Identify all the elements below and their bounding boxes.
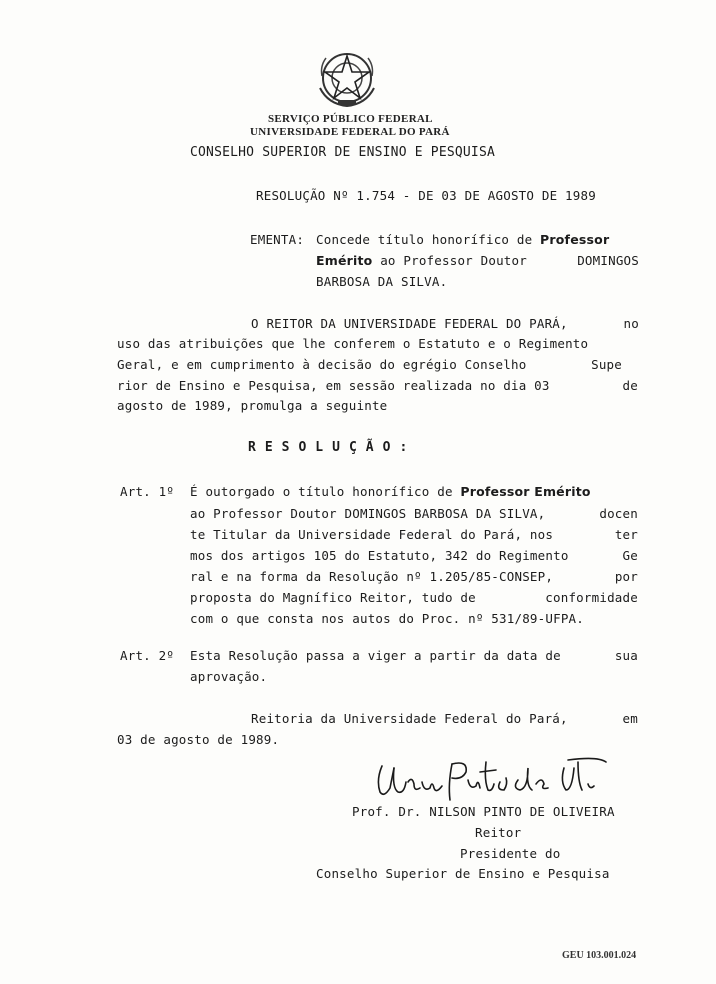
preamble-line-4: rior de Ensino e Pesquisa, em sessão realizada no dia 03 de bbox=[117, 378, 638, 393]
header-council-line: CONSELHO SUPERIOR DE ENSINO E PESQUISA bbox=[190, 145, 496, 160]
preamble-line-2: uso das atribuições que lhe conferem o Estatuto e o Regimento bbox=[117, 336, 589, 351]
art1-label: Art. 1º bbox=[120, 484, 175, 499]
art1-line-2: ao Professor Doutor DOMINGOS BARBOSA DA SILVA, docen bbox=[190, 506, 638, 521]
signatory-name: Prof. Dr. NILSON PINTO DE OLIVEIRA bbox=[352, 804, 615, 819]
ementa-line-1 bbox=[316, 232, 609, 247]
art1-line-5: ral e na forma da Resolução nº 1.205/85-CONSEP, por bbox=[190, 569, 638, 584]
art2-line-1: Esta Resolução passa a viger a partir da data de sua bbox=[190, 648, 638, 663]
handwritten-signature bbox=[368, 754, 612, 806]
closing-line-1: Reitoria da Universidade Federal do Pará, em bbox=[251, 711, 638, 726]
signatory-title-council: Conselho Superior de Ensino e Pesquisa bbox=[316, 866, 610, 881]
art1-line-6: proposta do Magnífico Reitor, tudo de conformidade bbox=[190, 590, 638, 605]
ementa-line-2 bbox=[316, 253, 639, 268]
resolve-heading: RESOLUÇÃO: bbox=[248, 440, 417, 455]
ementa-line-2-bold: Emérito bbox=[316, 253, 373, 268]
preamble-line-3: Geral, e em cumprimento à decisão do egrégio Conselho Supe bbox=[117, 357, 622, 372]
resolution-number: RESOLUÇÃO Nº 1.754 - DE 03 DE AGOSTO DE 1989 bbox=[256, 188, 596, 203]
ementa-line-2-text: ao Professor Doutor bbox=[372, 253, 527, 268]
art1-title-bold: Professor Emérito bbox=[460, 484, 591, 499]
header-university-line: UNIVERSIDADE FEDERAL DO PARÁ bbox=[250, 126, 450, 138]
preamble-line-1: O REITOR DA UNIVERSIDADE FEDERAL DO PARÁ, no bbox=[251, 316, 639, 331]
art1-line-1: É outorgado o título honorífico de Professor Emérito bbox=[190, 484, 591, 499]
ementa-line-2-end: DOMINGOS bbox=[577, 253, 639, 268]
art1-line-4: mos dos artigos 105 do Estatuto, 342 do Regimento Ge bbox=[190, 548, 638, 563]
art1-line-3: te Titular da Universidade Federal do Pará, nos ter bbox=[190, 527, 638, 542]
signatory-title-president: Presidente do bbox=[460, 846, 561, 861]
art2-label: Art. 2º bbox=[120, 648, 175, 663]
ementa-line-3: BARBOSA DA SILVA. bbox=[316, 274, 448, 289]
ementa-line-1-text: Concede título honorífico de bbox=[316, 232, 541, 247]
ementa-line-1-bold: Professor bbox=[540, 232, 610, 247]
art2-line-2: aprovação. bbox=[190, 669, 268, 684]
form-code: GEU 103.001.024 bbox=[562, 950, 637, 961]
preamble-line-5: agosto de 1989, promulga a seguinte bbox=[117, 398, 388, 413]
art1-line-7: com o que consta nos autos do Proc. nº 531/89-UFPA. bbox=[190, 611, 585, 626]
signatory-title-rector: Reitor bbox=[475, 825, 522, 840]
ementa-label: EMENTA: bbox=[250, 232, 305, 247]
brazil-coat-of-arms-emblem bbox=[314, 48, 380, 110]
header-service-line: SERVIÇO PÚBLICO FEDERAL bbox=[268, 113, 433, 125]
closing-date: 03 de agosto de 1989. bbox=[117, 732, 280, 747]
